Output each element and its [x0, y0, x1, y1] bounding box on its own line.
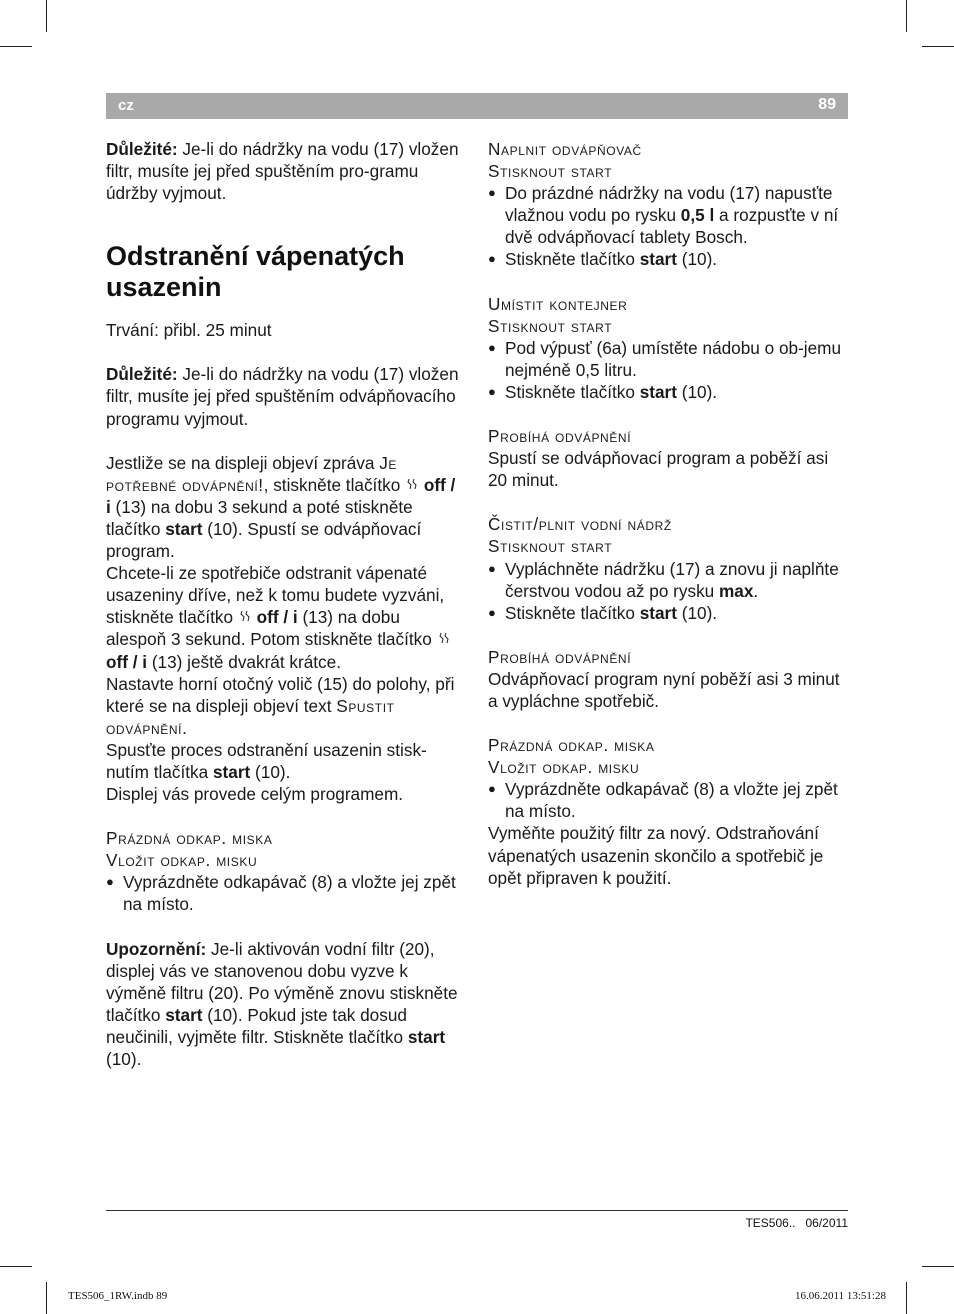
start-button-label: start: [639, 249, 677, 270]
start-button-label: start: [407, 1026, 446, 1047]
list-item: ● Stiskněte tlačítko start (10).: [488, 602, 850, 624]
start-button-label: start: [639, 381, 677, 402]
language-code: cz: [118, 97, 134, 114]
list-item: ● Stiskněte tlačítko start (10).: [488, 381, 850, 403]
steam-icon: [405, 474, 419, 496]
notice-paragraph: Upozornění: Je-li aktivován vodní filtr (20), displej vás ve stanovenou dobu vyzve k výměně filtru (20). Po výměně znovu stiskněte tlačítko start (10). Pokud jste tak dosud neučinili, vyjměte filtr. Stiskněte tlačítko start (10).: [106, 938, 458, 1069]
descale-instructions-5: Displej vás provede celým programem.: [106, 784, 404, 805]
descale-instructions-2: Chcete-li ze spotřebiče odstranit vápenaté usazeniny dříve, než k tomu budete vyzváni, stiskněte tlačítko off / i (13) na dobu alespoň 3 sekund. Potom stiskněte tlačítko off / i (13) ještě dvakrát krátce.: [106, 562, 462, 672]
duration-text: Trvání: přibl. 25 minut: [106, 320, 272, 341]
footer-model-date: [745, 1216, 848, 1230]
list-item: ● Vyprázdněte odkapávač (8) a vložte jej zpět na místo.: [106, 871, 462, 915]
step-description: Odvápňovací program nyní poběží asi 3 minut a vypláchne spotřebič.: [488, 668, 840, 711]
display-message: Prázdná odkap. miska: [488, 735, 655, 756]
off-info-button-label: off / i: [106, 474, 456, 517]
descale-instructions-1: Jestliže se na displeji objeví zpráva Je potřebné odvápnění!, stiskněte tlačítko off / i (13) na dobu 3 sekund a poté stiskněte tlačítko start (10). Spustí se odvápňovací program.: [106, 452, 456, 562]
display-message: Je potřebné odvápnění!: [106, 452, 398, 495]
crop-mark: [922, 46, 954, 47]
display-message: Stisknout start: [488, 536, 613, 557]
start-button-label: start: [165, 1004, 203, 1025]
list-item: ● Vypláchněte nádržku (17) a znovu ji naplňte čerstvou vodou až po rysku max.: [488, 558, 850, 602]
display-message: Probíhá odvápnění: [488, 426, 632, 447]
display-message: Naplnit odvápňovač: [488, 139, 642, 159]
footer-divider: [106, 1210, 848, 1211]
crop-mark: [0, 46, 32, 47]
important-note-2: Důležité: Je-li do nádržky na vodu (17) vložen filtr, musíte jej před spuštěním odvápňovacího programu vyjmout.: [106, 364, 459, 429]
display-message: Čistit/plnit vodní nádrž: [488, 514, 672, 535]
list-item: ● Pod výpusť (6a) umístěte nádobu o ob-jemu nejméně 0,5 litru.: [488, 337, 850, 381]
display-message: Vložit odkap. misku: [106, 850, 258, 871]
important-note-1: Důležité: Je-li do nádržky na vodu (17) vložen filtr, musíte jej před spuštěním pro-gramu údržby vyjmout.: [106, 139, 459, 204]
display-message: Spustit odvápnění: [106, 695, 395, 738]
crop-mark: [0, 1266, 32, 1267]
descale-instructions-4: Spusťte proces odstranění usazenin stisk-nutím tlačítka start (10).: [106, 739, 427, 782]
list-item: ● Vyprázdněte odkapávač (8) a vložte jej zpět na místo.: [488, 778, 850, 822]
crop-mark: [922, 1266, 954, 1267]
imprint-timestamp: 16.06.2011 13:51:28: [795, 1290, 886, 1302]
display-message: Stisknout start: [488, 315, 613, 336]
closing-paragraph: Vyměňte použitý filtr za nový. Odstraňování vápenatých usazenin skončilo a spotřebič je opět připraven k použití.: [488, 823, 824, 888]
off-info-button-label: off / i: [256, 607, 298, 628]
display-message: Stisknout start: [488, 161, 613, 182]
display-message: Vložit odkap. misku: [488, 757, 640, 778]
display-message: Probíhá odvápnění: [488, 646, 632, 667]
display-message: Umístit kontejner: [488, 293, 628, 314]
descale-instructions-3: Nastavte horní otočný volič (15) do polohy, při které se na displeji objeví text Spustit odvápnění.: [106, 673, 455, 738]
start-button-label: start: [213, 761, 251, 782]
crop-mark: [46, 0, 47, 32]
crop-mark: [906, 0, 907, 32]
start-button-label: start: [165, 518, 203, 539]
crop-mark: [906, 1282, 907, 1314]
off-info-button-label: off / i: [106, 651, 148, 672]
list-item: ● Stiskněte tlačítko start (10).: [488, 248, 850, 270]
steam-icon: [238, 606, 252, 628]
page-header-bar: [106, 93, 848, 119]
edition-date: 06/2011: [805, 1216, 848, 1230]
step-description: Spustí se odvápňovací program a poběží asi 20 minut.: [488, 448, 829, 491]
model-number: TES506..: [745, 1216, 796, 1230]
page-number: 89: [818, 96, 836, 113]
display-message: Prázdná odkap. miska: [106, 828, 273, 849]
steam-icon: [437, 628, 451, 650]
imprint-file: TES506_1RW.indb 89: [68, 1290, 168, 1302]
left-column: [106, 138, 462, 1070]
right-column: [488, 138, 850, 889]
list-item: ● Do prázdné nádržky na vodu (17) napusťte vlažnou vodu po rysku 0,5 l a rozpusťte v ní dvě odvápňovací tablety Bosch.: [488, 182, 850, 248]
section-heading: Odstranění vápenatých usazenin: [106, 241, 405, 303]
start-button-label: start: [639, 602, 677, 623]
crop-mark: [46, 1282, 47, 1314]
